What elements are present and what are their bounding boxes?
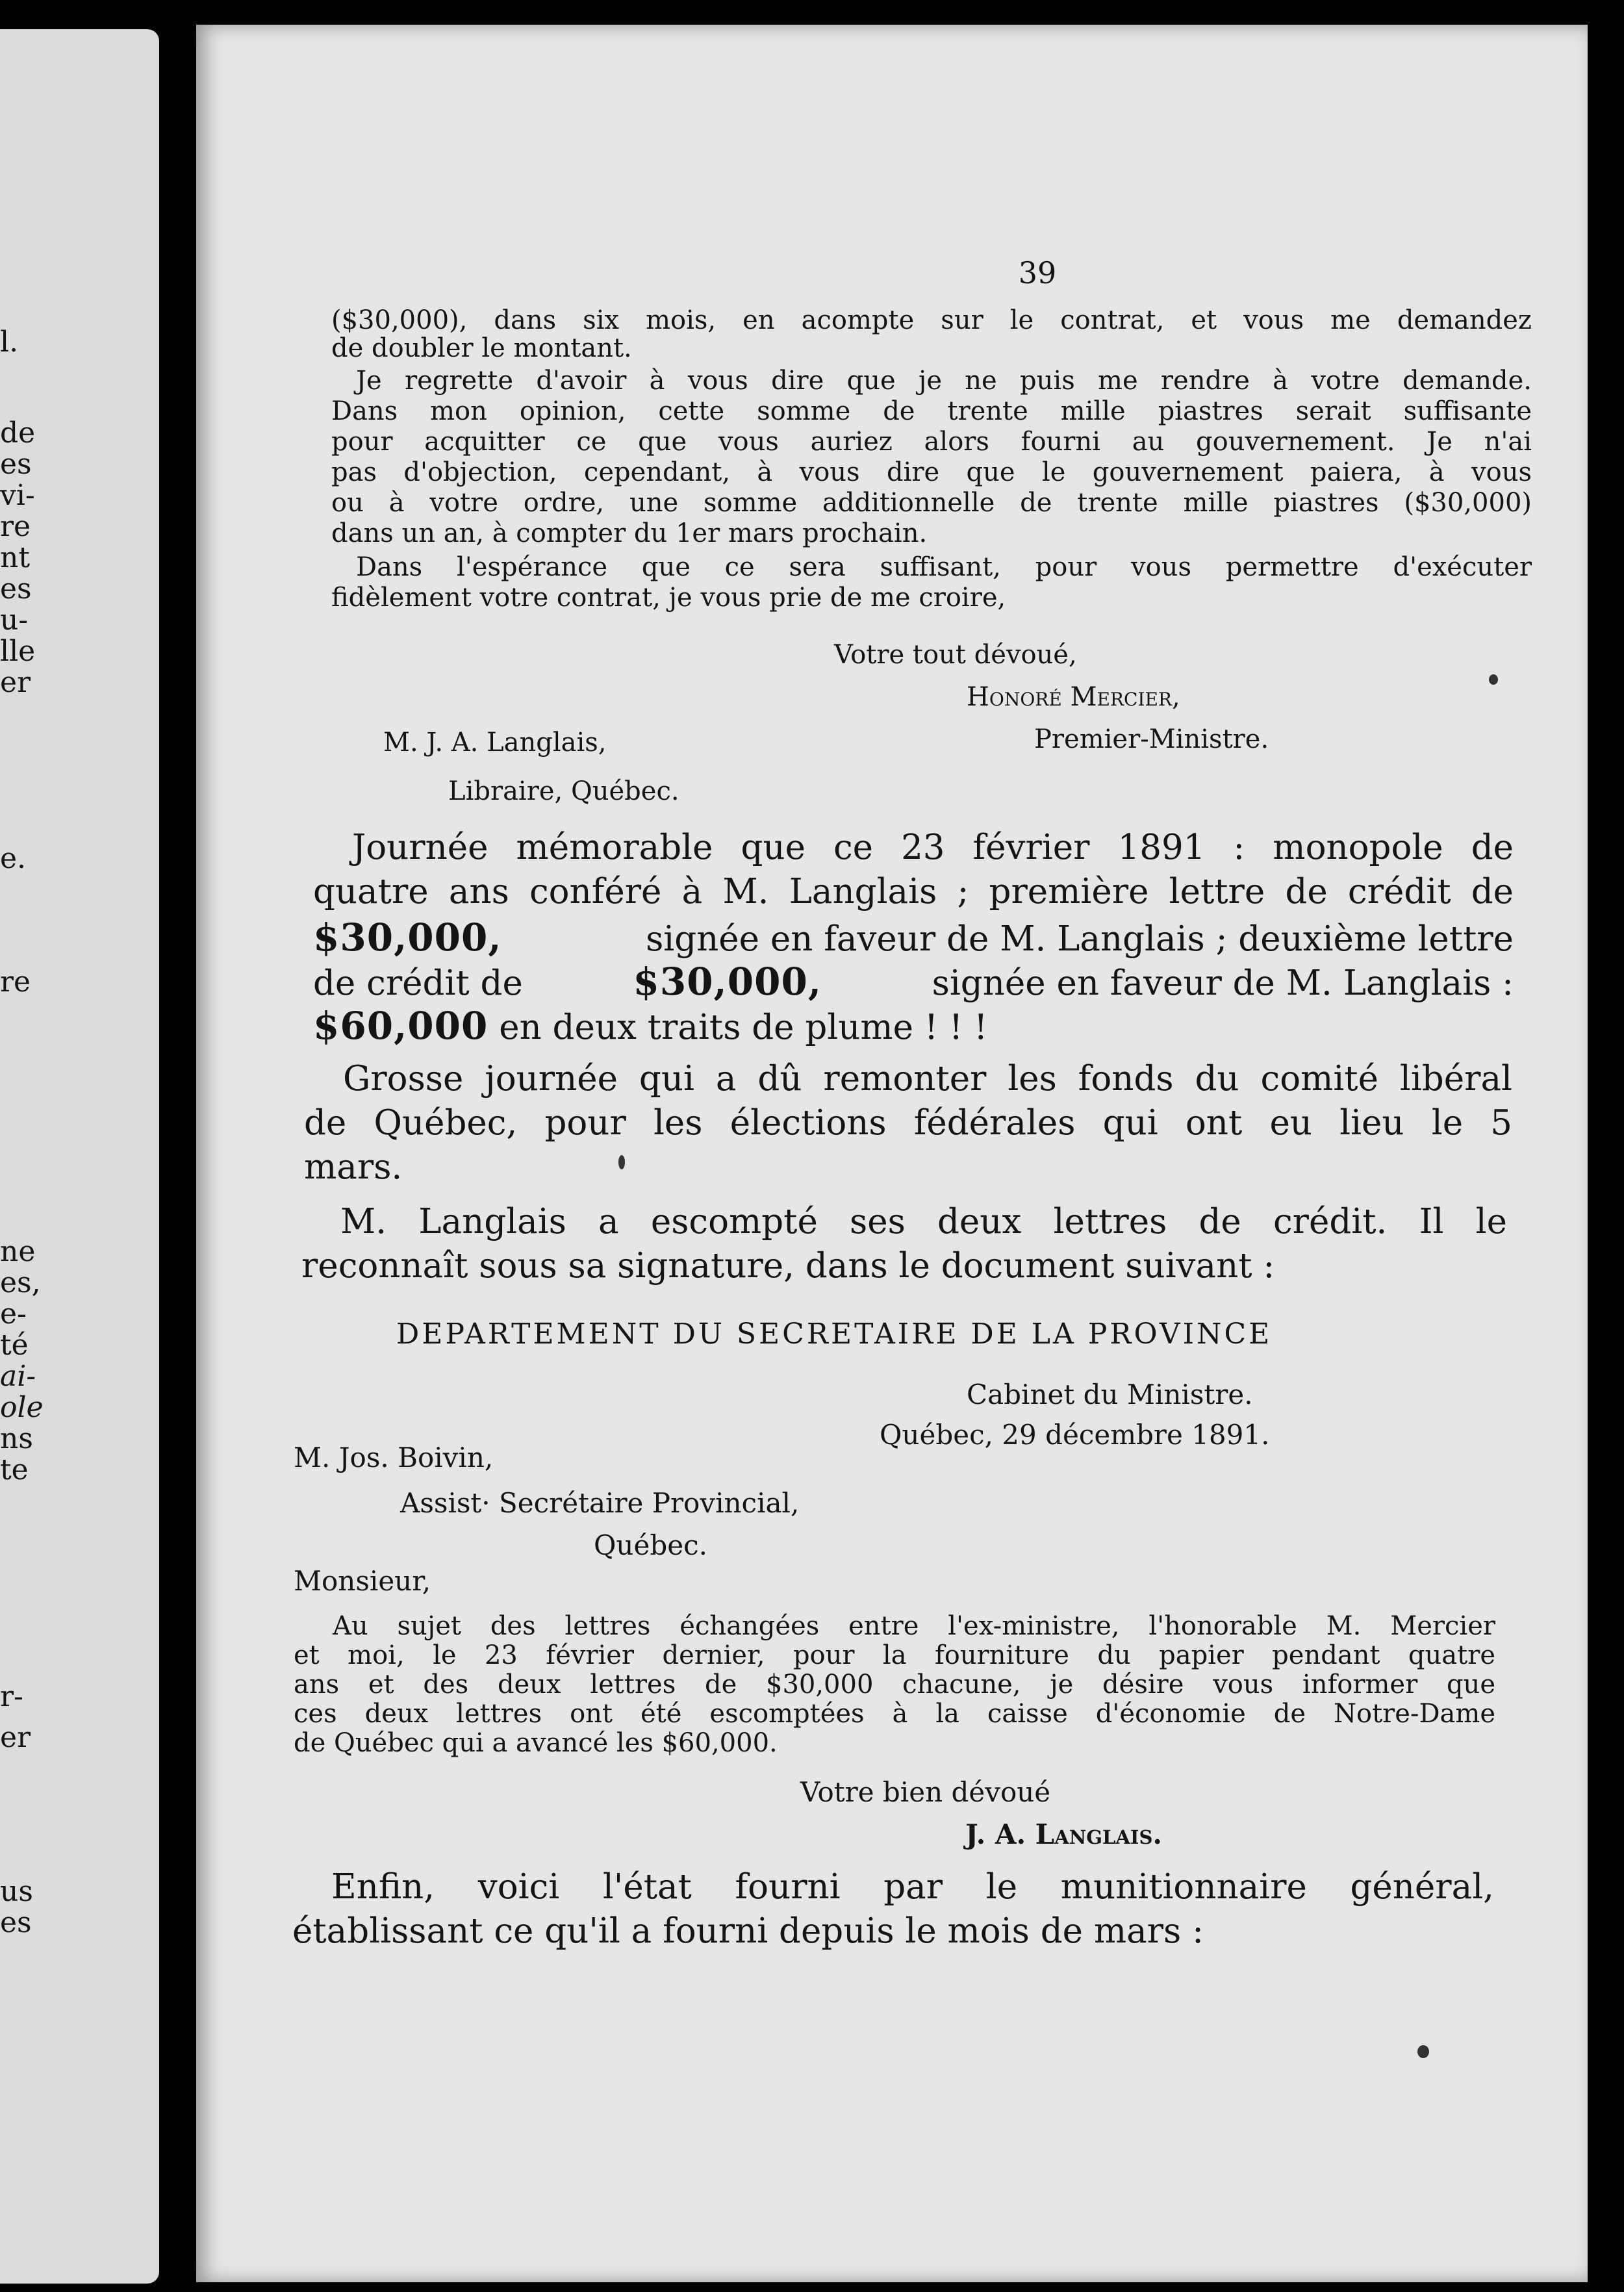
letter-line: ans et des deux lettres de $30,000 chacune, je désire vous informer que: [294, 1670, 1495, 1700]
letter-closing: Votre tout dévoué,: [834, 640, 1077, 670]
letter-line: dans un an, à compter du 1er mars prochain.: [331, 518, 928, 548]
facing-page-fragment: ns: [0, 1422, 33, 1455]
commentary-line: M. Langlais a escompté ses deux lettres de crédit. Il le: [340, 1202, 1507, 1242]
facing-page-fragment: e-: [0, 1297, 27, 1331]
commentary-line: [313, 1004, 988, 1048]
print-speck: [618, 1155, 625, 1169]
letter-line: ou à votre ordre, une somme additionnelle de trente mille piastres ($30,000): [331, 488, 1532, 518]
letter-line: de Québec qui a avancé les $60,000.: [294, 1728, 778, 1758]
commentary-line: Enfin, voici l'état fourni par le munitionnaire général,: [331, 1867, 1494, 1907]
signature-name: J. A. Langlais.: [965, 1818, 1163, 1850]
commentary-text: signée en faveur de M. Langlais :: [932, 963, 1514, 1003]
commentary-text: de crédit de: [313, 963, 523, 1003]
facing-page-fragment: us: [0, 1875, 33, 1908]
commentary-line: Journée mémorable que ce 23 février 1891 : monopole de: [352, 828, 1514, 867]
commentary-line: Grosse journée qui a dû remonter les fonds du comité libéral: [343, 1059, 1512, 1099]
facing-page-fragment: l.: [0, 325, 19, 359]
letter-line: pas d'objection, cependant, à vous dire que le gouvernement paiera, à vous: [331, 457, 1532, 487]
amount-bold: $30,000,: [313, 915, 502, 960]
facing-page-fragment: lle: [0, 635, 36, 668]
letter-line: Je regrette d'avoir à vous dire que je ne puis me rendre à votre demande.: [356, 366, 1532, 396]
letter-line: Au sujet des lettres échangées entre l'ex-ministre, l'honorable M. Mercier: [333, 1611, 1495, 1641]
book-page: [196, 25, 1588, 2282]
commentary-line: de Québec, pour les élections fédérales qui ont eu lieu le 5: [304, 1103, 1512, 1143]
facing-page-fragment: ne: [0, 1235, 36, 1268]
facing-page-fragment: e.: [0, 842, 27, 875]
letter-line: fidèlement votre contrat, je vous prie de me croire,: [331, 583, 1006, 613]
commentary-line: [313, 915, 1514, 960]
print-speck: [1489, 674, 1498, 685]
facing-page-fragment: r-: [0, 1680, 23, 1713]
letter-line: Dans l'espérance que ce sera suffisant, pour vous permettre d'exécuter: [356, 552, 1532, 582]
amount-bold: $60,000: [313, 1004, 488, 1048]
department-heading: DEPARTEMENT DU SECRETAIRE DE LA PROVINCE: [396, 1318, 1273, 1351]
letter-line: de doubler le montant.: [331, 333, 632, 363]
commentary-text: en deux traits de plume ! ! !: [499, 1008, 988, 1047]
commentary-line: mars.: [304, 1147, 403, 1187]
facing-page-fragment: er: [0, 666, 31, 699]
facing-page-fragment: té: [0, 1329, 29, 1362]
commentary-line: reconnaît sous sa signature, dans le document suivant :: [301, 1246, 1275, 1286]
facing-page-fragment: ole: [0, 1391, 44, 1424]
print-speck: [1417, 2045, 1429, 2058]
salutation: Monsieur,: [294, 1565, 431, 1597]
facing-page-fragment: nt: [0, 541, 31, 574]
facing-page-fragment: er: [0, 1721, 31, 1754]
office-line: Cabinet du Ministre.: [967, 1379, 1253, 1410]
facing-page-fragment: re: [0, 510, 31, 543]
amount-bold: $30,000,: [633, 960, 822, 1004]
letter-closing: Votre bien dévoué: [800, 1776, 1051, 1808]
commentary-line: quatre ans conféré à M. Langlais ; première lettre de crédit de: [313, 872, 1514, 911]
commentary-text: signée en faveur de M. Langlais ; deuxième lettre: [646, 919, 1514, 959]
facing-page-fragment: de: [0, 416, 36, 450]
letter-line: Dans mon opinion, cette somme de trente mille piastres serait suffisante: [331, 396, 1532, 426]
recipient-name: M. Jos. Boivin,: [294, 1442, 494, 1473]
commentary-line: [313, 960, 1514, 1004]
addressee-title: Libraire, Québec.: [448, 776, 679, 806]
facing-page-fragment: te: [0, 1453, 29, 1486]
facing-page-fragment: es,: [0, 1266, 41, 1299]
facing-page-edge: [0, 29, 159, 2284]
signature-title: Premier-Ministre.: [1034, 724, 1269, 754]
signature-name: Honoré Mercier,: [967, 682, 1180, 712]
recipient-title: Assist· Secrétaire Provincial,: [400, 1487, 800, 1519]
recipient-city: Québec.: [594, 1529, 707, 1561]
facing-page-fragment: u-: [0, 604, 29, 637]
facing-page-fragment: es: [0, 572, 32, 605]
facing-page-fragment: es: [0, 448, 32, 481]
letter-line: pour acquitter ce que vous auriez alors fourni au gouvernement. Je n'ai: [331, 427, 1532, 457]
letter-line: et moi, le 23 février dernier, pour la fourniture du papier pendant quatre: [294, 1640, 1495, 1670]
facing-page-fragment: vi-: [0, 479, 35, 512]
commentary-line: établissant ce qu'il a fourni depuis le mois de mars :: [292, 1911, 1204, 1951]
place-date: Québec, 29 décembre 1891.: [880, 1419, 1270, 1451]
addressee-name: M. J. A. Langlais,: [383, 728, 607, 758]
facing-page-fragment: re: [0, 965, 31, 999]
letter-line: ces deux lettres ont été escomptées à la caisse d'économie de Notre-Dame: [294, 1699, 1495, 1729]
facing-page-fragment: ai-: [0, 1360, 36, 1393]
letter-line: ($30,000), dans six mois, en acompte sur le contrat, et vous me demandez: [331, 305, 1532, 335]
facing-page-fragment: es: [0, 1906, 32, 1939]
page-number: 39: [1018, 255, 1057, 290]
